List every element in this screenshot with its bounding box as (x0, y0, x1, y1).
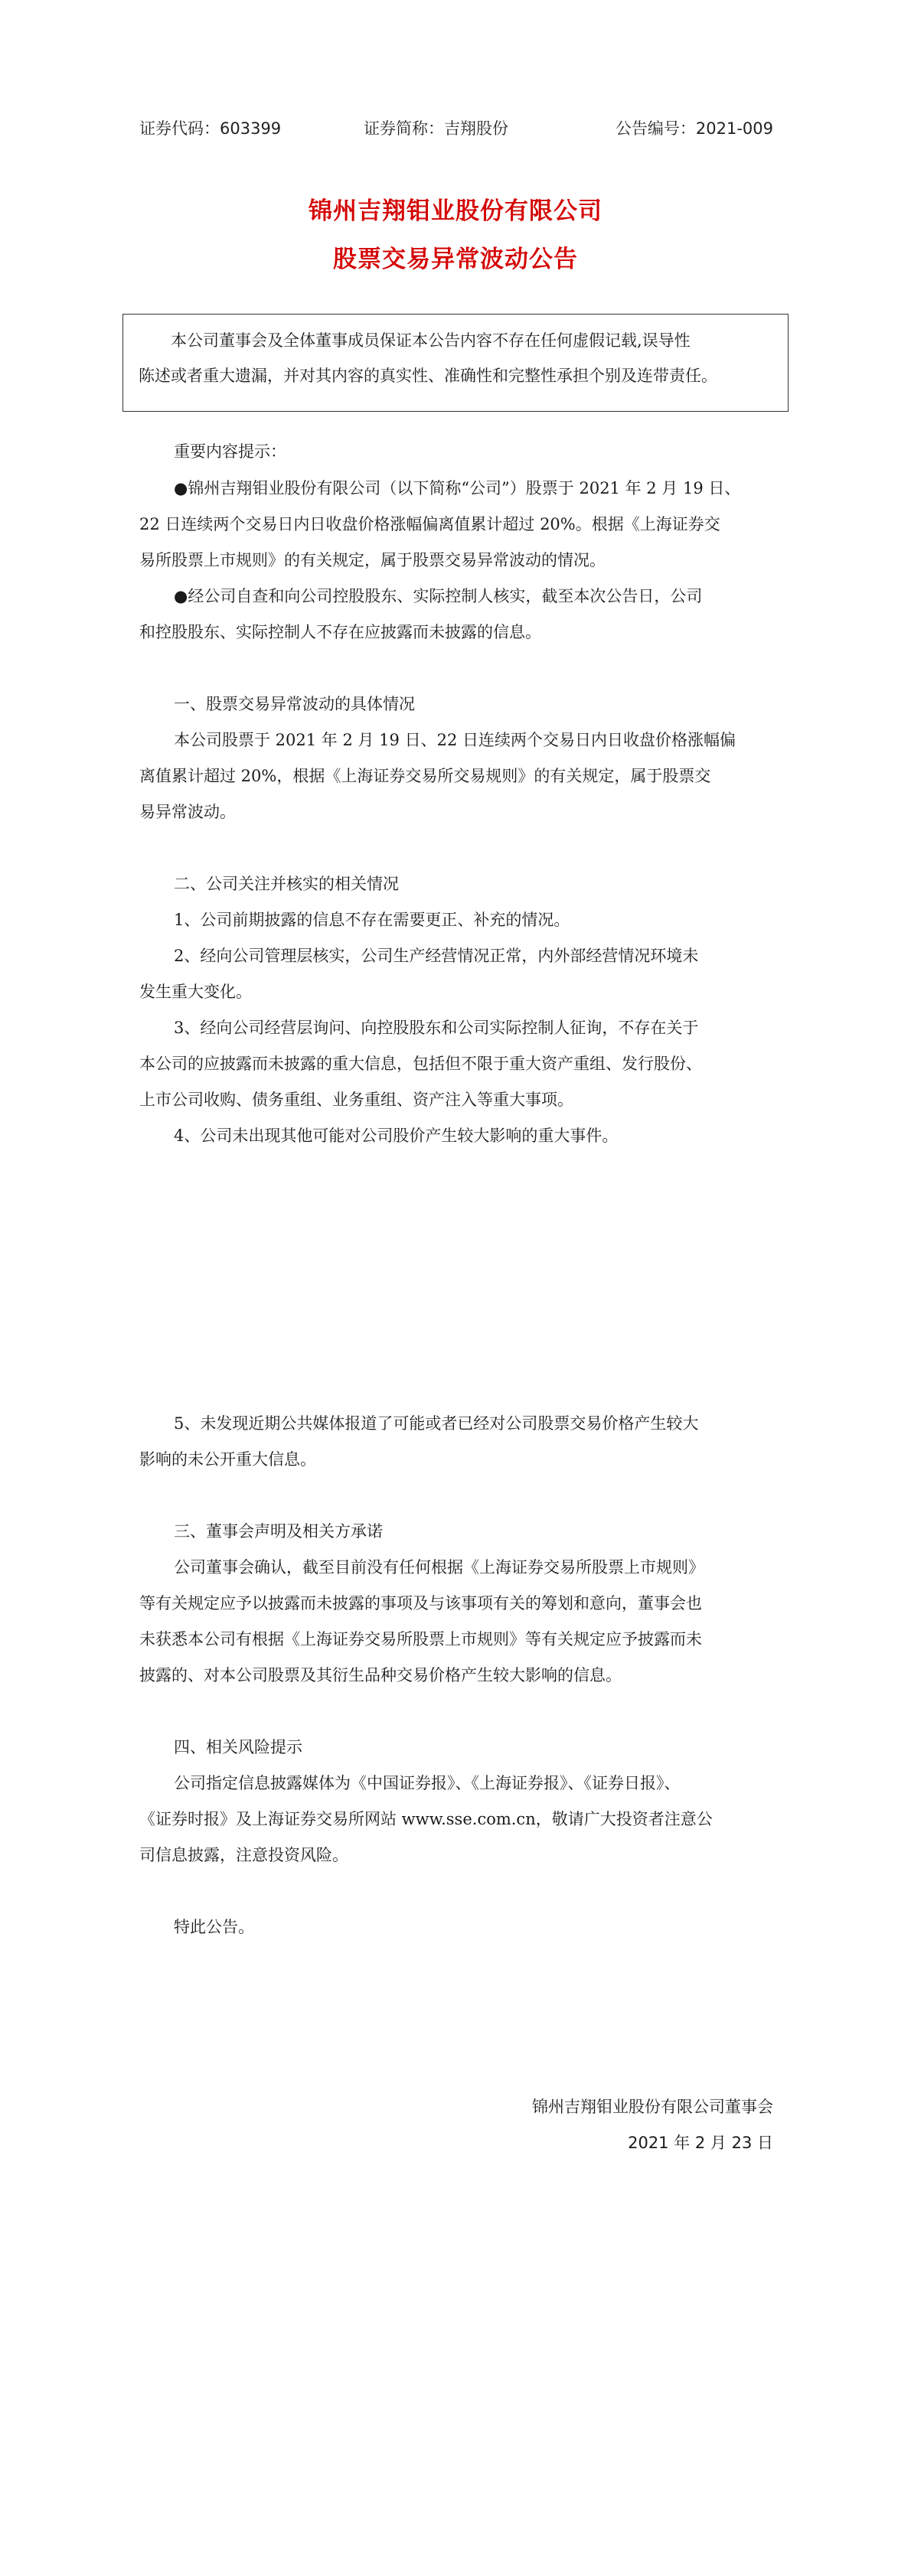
paragraph-line: 公司指定信息披露媒体为《中国证券报》、《上海证券报》、《证券日报》、 (174, 1774, 681, 1792)
section-heading: 三、董事会声明及相关方承诺 (174, 1522, 383, 1541)
important-heading: 重要内容提示： (174, 442, 286, 461)
bullet-line: 和控股股东、实际控制人不存在应披露而未披露的信息。 (139, 623, 541, 641)
section-heading: 二、公司关注并核实的相关情况 (174, 875, 399, 893)
paragraph-line: 易异常波动。 (139, 803, 236, 821)
notice-title: 股票交易异常波动公告 (333, 246, 578, 273)
paragraph-line: 等有关规定应予以披露而未披露的事项及与该事项有关的筹划和意向，董事会也 (139, 1594, 702, 1612)
disclaimer-line: 陈述或者重大遗漏，并对其内容的真实性、准确性和完整性承担个别及连带责任。 (139, 367, 717, 385)
section-heading: 一、股票交易异常波动的具体情况 (174, 695, 415, 713)
security-code: 证券代码：603399 (139, 119, 282, 138)
list-item: 1、公司前期披露的信息不存在需要更正、补充的情况。 (174, 911, 570, 929)
list-item: 3、经向公司经营层询问、向控股股东和公司实际控制人征询，不存在关于 (174, 1019, 699, 1037)
paragraph-line: 本公司股票于 2021 年 2 月 19 日、22 日连续两个交易日内日收盘价格涨幅偏 (174, 731, 736, 749)
notice-number: 公告编号：2021-009 (615, 119, 773, 138)
bullet-line: 22 日连续两个交易日内日收盘价格涨幅偏离值累计超过 20%。根据《上海证券交 (139, 515, 720, 533)
paragraph-line: 披露的、对本公司股票及其衍生品种交易价格产生较大影响的信息。 (139, 1666, 622, 1684)
closing-remark: 特此公告。 (174, 1918, 254, 1936)
list-item: 上市公司收购、债务重组、业务重组、资产注入等重大事项。 (139, 1091, 573, 1109)
paragraph-line: 司信息披露，注意投资风险。 (139, 1846, 348, 1864)
paragraph-line: 《证券时报》及上海证券交易所网站 www.sse.com.cn，敬请广大投资者注意公 (139, 1810, 713, 1828)
bullet-line: ●锦州吉翔钼业股份有限公司（以下简称“公司”）股票于 2021 年 2 月 19 日、 (174, 479, 741, 497)
security-short-name: 证券简称：吉翔股份 (364, 119, 508, 138)
disclaimer-box (122, 314, 789, 412)
paragraph-line: 公司董事会确认，截至目前没有任何根据《上海证券交易所股票上市规则》 (174, 1558, 704, 1577)
signature-date: 2021 年 2 月 23 日 (628, 2134, 773, 2152)
list-item: 影响的未公开重大信息。 (139, 1450, 316, 1469)
section-heading: 四、相关风险提示 (174, 1738, 302, 1756)
bullet-line: 易所股票上市规则》的有关规定，属于股票交易异常波动的情况。 (139, 551, 606, 569)
list-item: 本公司的应披露而未披露的重大信息，包括但不限于重大资产重组、发行股份、 (139, 1055, 702, 1073)
list-item: 4、公司未出现其他可能对公司股价产生较大影响的重大事件。 (174, 1127, 619, 1145)
document-header (0, 116, 911, 142)
signature-org: 锦州吉翔钼业股份有限公司董事会 (532, 2098, 773, 2116)
paragraph-line: 未获悉本公司有根据《上海证券交易所股票上市规则》等有关规定应予披露而未 (139, 1630, 702, 1648)
list-item: 5、未发现近期公共媒体报道了可能或者已经对公司股票交易价格产生较大 (174, 1414, 699, 1433)
paragraph-line: 离值累计超过 20%，根据《上海证券交易所交易规则》的有关规定，属于股票交 (139, 767, 711, 785)
list-item: 2、经向公司管理层核实，公司生产经营情况正常，内外部经营情况环境未 (174, 947, 699, 965)
disclaimer-line: 本公司董事会及全体董事成员保证本公告内容不存在任何虚假记载,误导性 (171, 331, 691, 350)
list-item: 发生重大变化。 (139, 983, 252, 1001)
company-title: 锦州吉翔钼业股份有限公司 (309, 197, 602, 225)
bullet-line: ●经公司自查和向公司控股股东、实际控制人核实，截至本次公告日，公司 (174, 587, 703, 605)
